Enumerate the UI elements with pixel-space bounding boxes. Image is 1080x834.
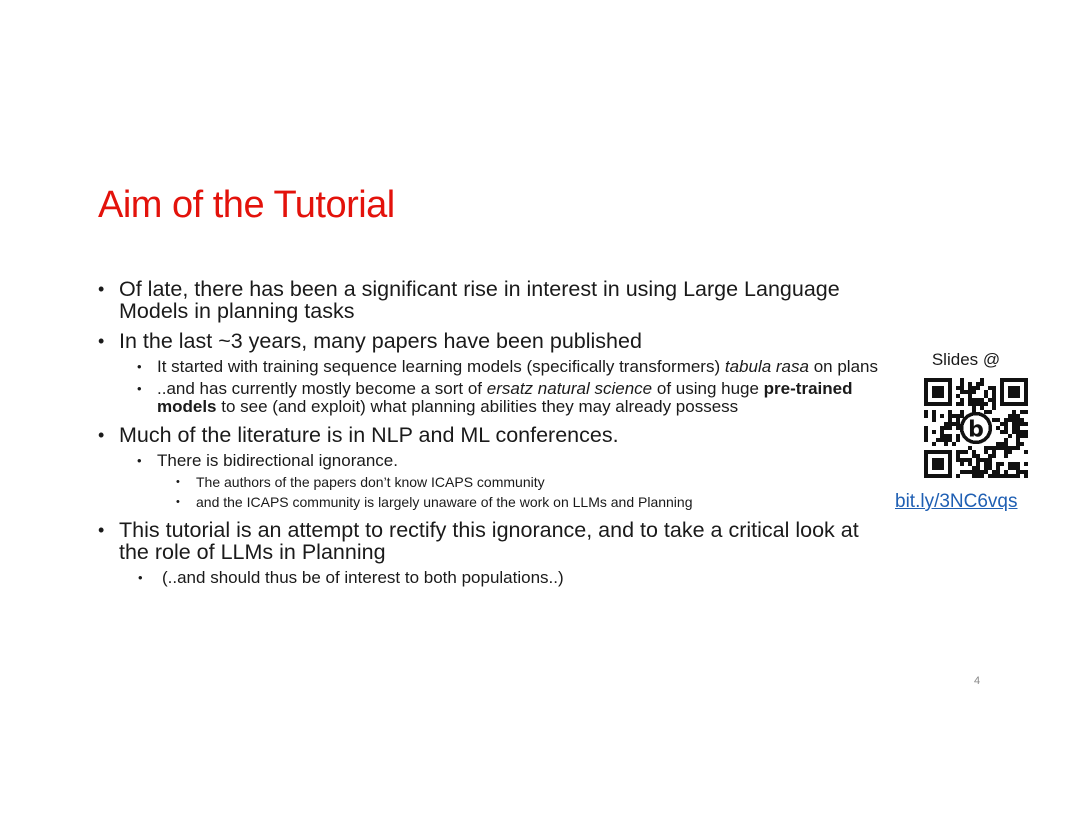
bullet-2-sub-2-mid: of using huge (652, 379, 764, 398)
bullet-2-sub-2-strong: pre-trained models (157, 379, 853, 416)
bullet-2-text: In the last ~3 years, many papers have been published (119, 329, 642, 353)
bullet-1-text: Of late, there has been a significant rise in interest in using Large Language Models in planning tasks (119, 277, 840, 323)
bullet-4-text: This tutorial is an attempt to rectify this ignorance, and to take a critical look at the role of LLMs in Planning (119, 518, 859, 564)
bullet-4 (98, 519, 888, 563)
bullet-3-sub-1-b (98, 493, 888, 511)
bullet-2-sub-1 (98, 358, 888, 376)
bullet-2-sub-1-post: on plans (808, 357, 878, 376)
bullet-3-sub-1-a-text: The authors of the papers don’t know ICAPS community (196, 474, 545, 490)
bullet-3-sub-1-text: There is bidirectional ignorance. (157, 451, 398, 470)
bullet-2-sub-2-post: to see (and exploit) what planning abilities they may already possess (216, 397, 739, 416)
slide-title: Aim of the Tutorial (98, 184, 395, 226)
bullet-4-sub-1-text: (..and should thus be of interest to both populations..) (162, 568, 564, 587)
bullet-2-sub-1-em: tabula rasa (724, 357, 809, 376)
bullet-4-sub-1 (98, 569, 888, 587)
bullet-dot-icon: • (138, 570, 143, 585)
page-number: 4 (974, 675, 981, 687)
svg-text:b: b (968, 417, 984, 443)
qr-code-icon[interactable] (924, 378, 1028, 478)
bullet-3-sub-1-b-text: and the ICAPS community is largely unaware of the work on LLMs and Planning (196, 494, 693, 510)
slides-link[interactable]: bit.ly/3NC6vqs (895, 491, 1018, 512)
bullet-3-sub-1 (98, 452, 888, 470)
bullet-2 (98, 330, 888, 352)
bullet-dot-icon: • (98, 331, 105, 351)
bullet-2-sub-2-em: ersatz natural science (486, 379, 653, 398)
bullet-1 (98, 278, 888, 322)
bullet-3-sub-1-a (98, 473, 888, 491)
bullet-dot-icon: • (98, 279, 105, 299)
bullet-dot-icon: • (176, 476, 180, 488)
bullet-dot-icon: • (98, 520, 105, 540)
bullet-3 (98, 424, 888, 446)
slides-qr-block (895, 350, 1045, 513)
bullet-2-sub-2-pre: ..and has currently mostly become a sort of (157, 379, 487, 398)
bullet-dot-icon: • (176, 496, 180, 508)
bullet-dot-icon: • (98, 425, 105, 445)
bullet-dot-icon: • (137, 453, 142, 468)
bullet-dot-icon: • (137, 381, 142, 396)
bullet-2-sub-2 (98, 380, 888, 416)
bullet-3-text: Much of the literature is in NLP and ML conferences. (119, 423, 619, 447)
slides-label: Slides @ (931, 350, 1001, 369)
bullet-2-sub-1-pre: It started with training sequence learning models (specifically transformers) (157, 357, 725, 376)
bullet-dot-icon: • (137, 359, 142, 374)
bullet-list (98, 278, 888, 591)
